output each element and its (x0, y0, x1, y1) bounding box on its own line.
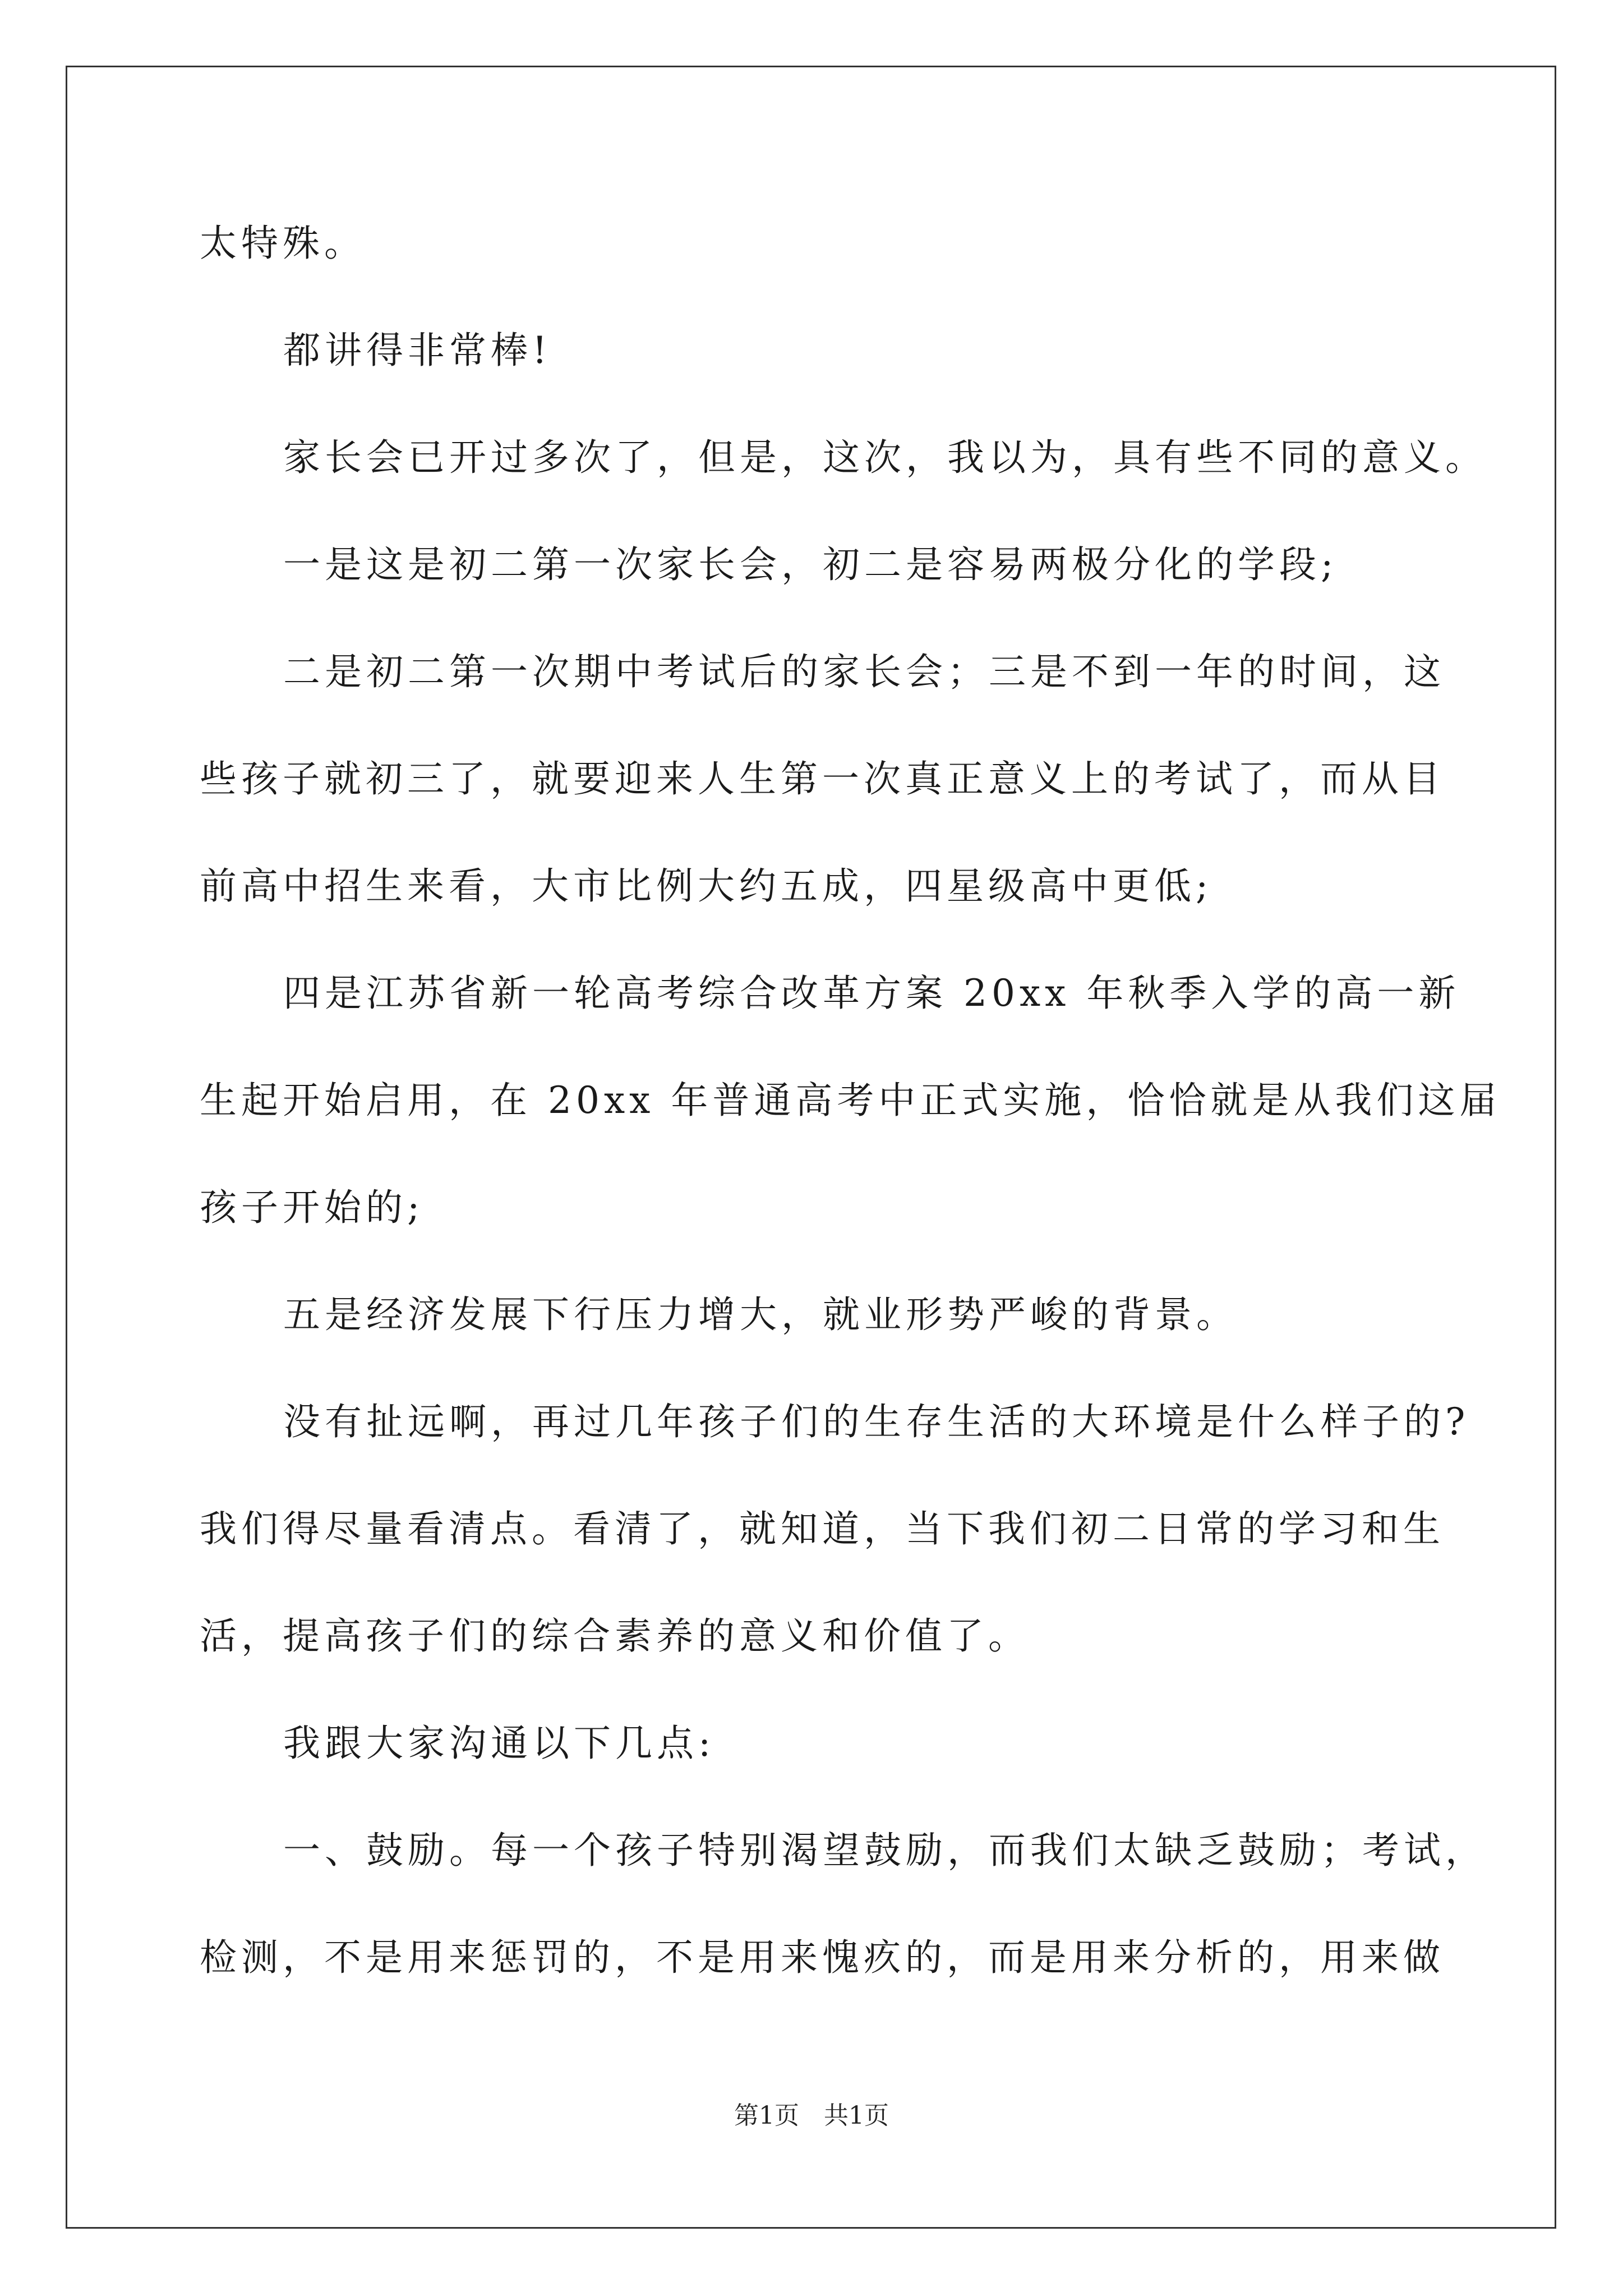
text-line-1: 太特殊。 (200, 222, 366, 265)
text-line-13: 我们得尽量看清点。看清了，就知道，当下我们初二日常的学习和生 (200, 1507, 1445, 1550)
text-line-17: 检测，不是用来惩罚的，不是用来愧疚的，而是用来分析的，用来做 (200, 1936, 1445, 1979)
text-line-5: 二是初二第一次期中考试后的家长会；三是不到一年的时间，这 (283, 650, 1445, 693)
text-line-8: 四是江苏省新一轮高考综合改革方案 20xx 年秋季入学的高一新 (283, 972, 1460, 1015)
text-line-9: 生起开始启用，在 20xx 年普通高考中正式实施，恰恰就是从我们这届 (200, 1079, 1501, 1122)
text-line-2: 都讲得非常棒! (283, 329, 552, 372)
text-line-10: 孩子开始的; (200, 1186, 425, 1229)
page-footer: 第1页 共1页 (734, 2101, 889, 2130)
page-border (66, 66, 1556, 2229)
text-line-7: 前高中招生来看，大市比例大约五成，四星级高中更低; (200, 864, 1213, 908)
text-line-6: 些孩子就初三了，就要迎来人生第一次真正意义上的考试了，而从目 (200, 757, 1445, 800)
text-line-12: 没有扯远啊，再过几年孩子们的生存生活的大环境是什么样子的? (283, 1400, 1470, 1443)
text-line-3: 家长会已开过多次了，但是，这次，我以为，具有些不同的意义。 (283, 436, 1487, 479)
text-line-11: 五是经济发展下行压力增大，就业形势严峻的背景。 (283, 1293, 1238, 1336)
text-line-15: 我跟大家沟通以下几点: (283, 1722, 716, 1765)
text-line-4: 一是这是初二第一次家长会，初二是容易两极分化的学段; (283, 543, 1338, 586)
text-line-14: 活，提高孩子们的综合素养的意义和价值了。 (200, 1614, 1030, 1658)
text-line-16: 一、鼓励。每一个孩子特别渴望鼓励，而我们太缺乏鼓励；考试， (283, 1829, 1487, 1872)
